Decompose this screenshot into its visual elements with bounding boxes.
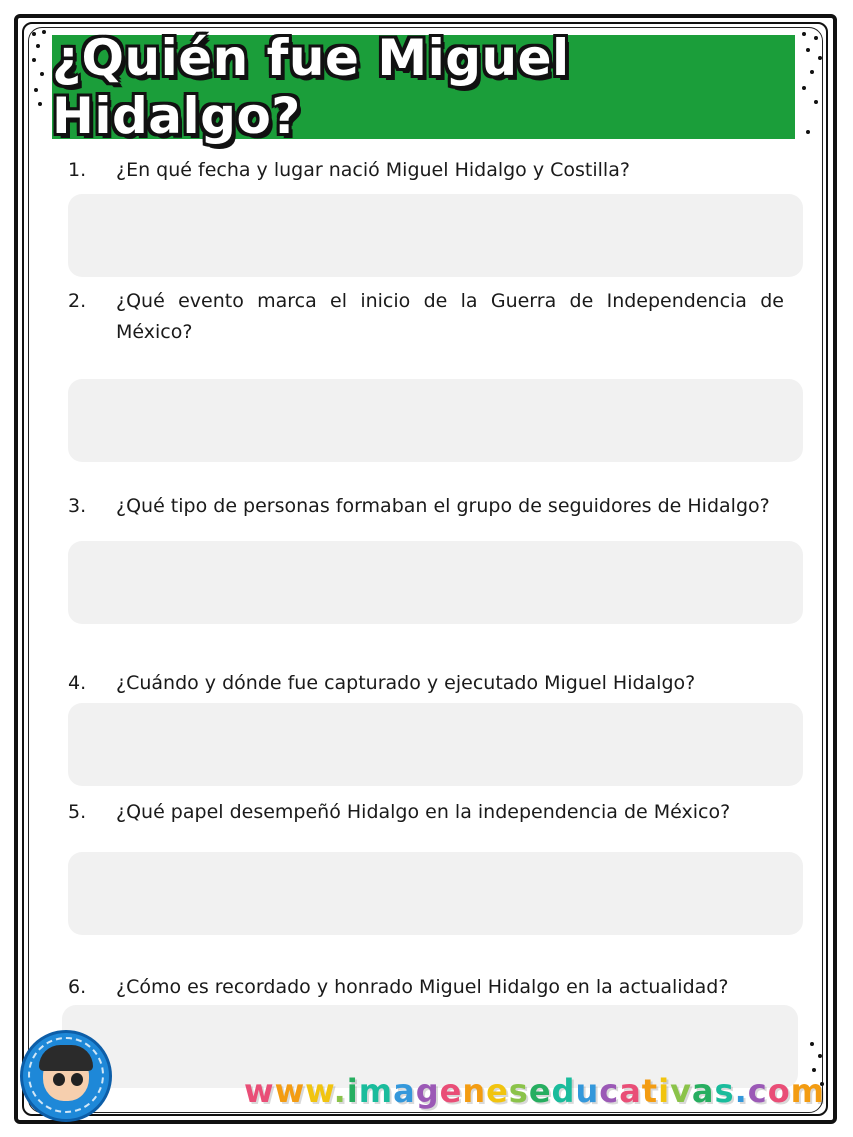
footer-url-letter: w <box>244 1072 275 1110</box>
teacher-avatar-logo <box>20 1030 112 1122</box>
avatar-left-eye <box>53 1073 65 1086</box>
question-number: 3. <box>68 495 87 517</box>
footer-url-letter: c <box>599 1072 620 1110</box>
footer-url-letter: c <box>747 1072 768 1110</box>
answer-box-2[interactable] <box>68 379 803 462</box>
footer-url-letter: i <box>346 1072 359 1110</box>
footer-url-letter: v <box>670 1072 692 1110</box>
avatar-hair <box>39 1045 93 1071</box>
question-2 <box>68 286 784 348</box>
answer-box-1[interactable] <box>68 194 803 277</box>
footer-url-letter: s <box>508 1072 529 1110</box>
page-title: ¿Quién fue Miguel Hidalgo? <box>52 29 570 145</box>
footer-url-letter: . <box>734 1072 748 1110</box>
footer-url-letter: a <box>619 1072 642 1110</box>
footer-url-letter: w <box>274 1072 306 1110</box>
question-text: ¿Cómo es recordado y honrado Miguel Hidalgo en la actualidad? <box>116 976 729 998</box>
answer-box-4[interactable] <box>68 703 803 786</box>
question-text: ¿Cuándo y dónde fue capturado y ejecutado Miguel Hidalgo? <box>116 672 696 694</box>
question-number: 4. <box>68 672 87 694</box>
question-text: ¿Qué papel desempeñó Hidalgo en la independencia de México? <box>116 801 731 823</box>
avatar-right-eye <box>71 1073 83 1086</box>
question-number: 1. <box>68 159 87 181</box>
footer-url-letter: a <box>393 1072 416 1110</box>
footer-url-letter: o <box>767 1072 791 1110</box>
question-text-line-2: México? <box>116 321 193 343</box>
answer-box-3[interactable] <box>68 541 803 624</box>
question-text-line-1: ¿Qué evento marca el inicio de la Guerra de Independencia de <box>116 290 784 312</box>
question-number: 6. <box>68 976 87 998</box>
footer-url-letter: e <box>528 1072 552 1110</box>
footer-url-letter: e <box>486 1072 509 1110</box>
footer-url-letter: m <box>358 1072 394 1110</box>
footer-url-letter: . <box>333 1072 347 1110</box>
question-text: ¿Qué tipo de personas formaban el grupo de seguidores de Hidalgo? <box>116 495 770 517</box>
footer-url-letter: m <box>790 1072 826 1110</box>
footer-url-letter: t <box>641 1072 659 1110</box>
footer-url-letter: u <box>575 1072 600 1110</box>
footer-url-letter: n <box>462 1072 487 1110</box>
question-number: 2. <box>68 290 87 312</box>
question-number: 5. <box>68 801 87 823</box>
footer-url-letter: w <box>305 1072 334 1110</box>
footer-url-letter: a <box>691 1072 715 1110</box>
footer-url-letter: e <box>439 1072 463 1110</box>
footer-url-letter: s <box>714 1072 735 1110</box>
answer-box-5[interactable] <box>68 852 803 935</box>
footer-website-link[interactable] <box>244 1072 825 1110</box>
title-banner <box>52 29 795 145</box>
footer-url-letter: g <box>415 1072 440 1110</box>
footer-url-letter: i <box>658 1072 671 1110</box>
footer-url-letter: d <box>551 1072 576 1110</box>
question-text: ¿En qué fecha y lugar nació Miguel Hidalgo y Costilla? <box>116 159 630 181</box>
